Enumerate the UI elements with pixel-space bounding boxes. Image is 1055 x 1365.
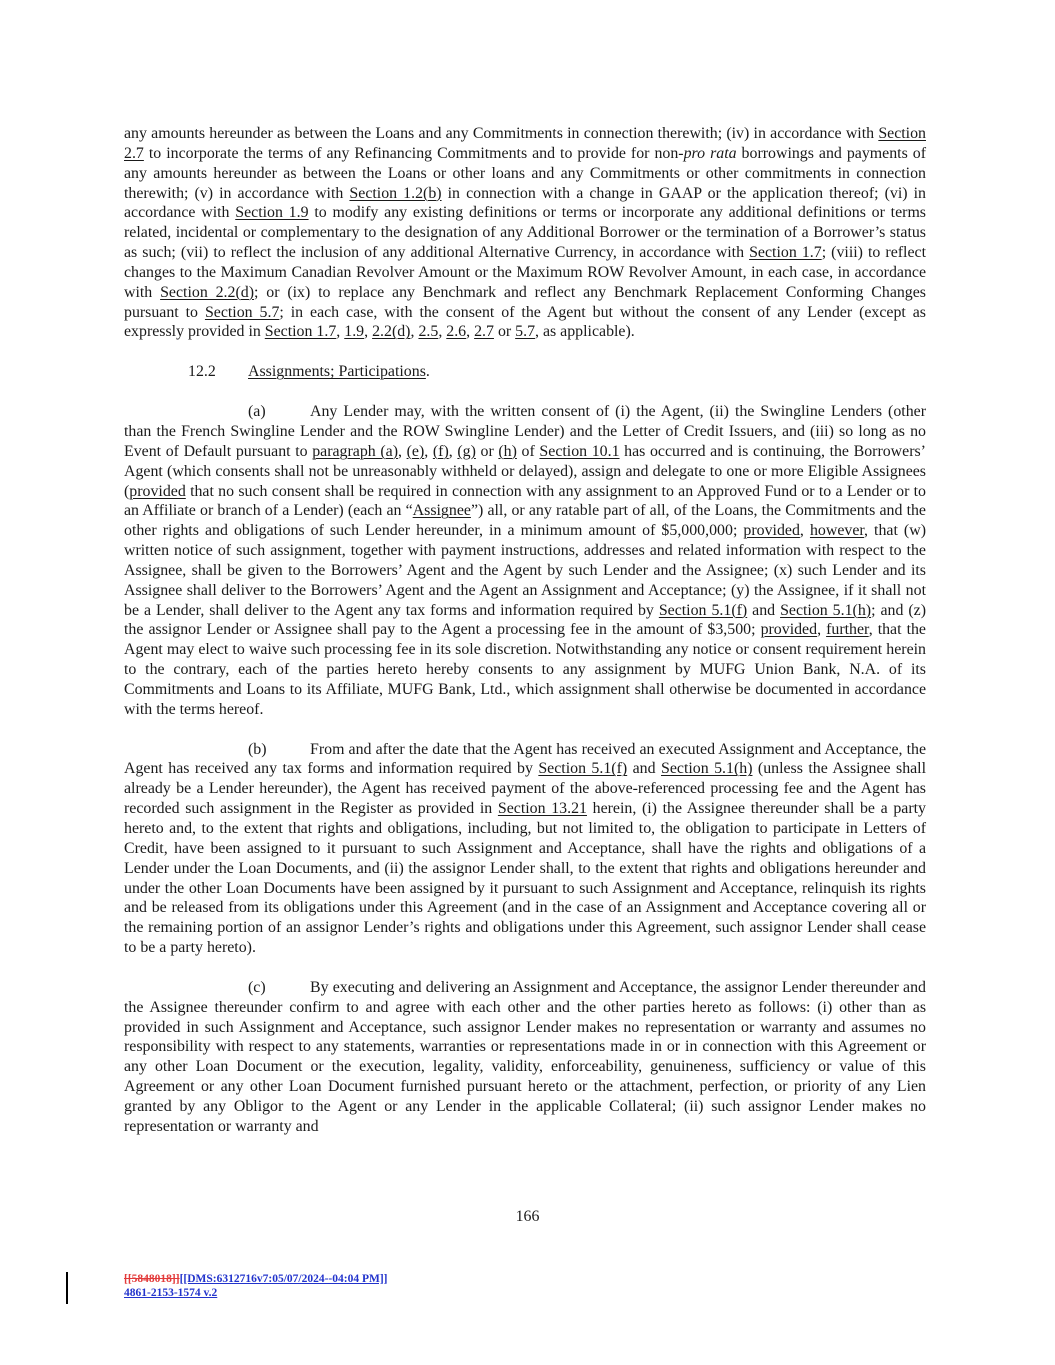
cross-reference-link[interactable]: Section 5.7: [204, 303, 280, 321]
cross-reference-link[interactable]: Section 1.7: [264, 323, 337, 341]
doc-number: 4861-2153-1574 v.2: [124, 1287, 218, 1299]
italic-term: pro rata: [683, 144, 737, 162]
paragraph-a: (a) Any Lender may, with the written consent of (i) the Agent, (ii) the Swingline Lenders (other than the French Swingline Lender and the ROW Swingline Lender) and the Letter of Credit Issuers, and (iii) so long as no Event of Default pursuant to paragraph (a), (e), (f), (g) or (h) of Section 10.1 has occurred and is continuing, the Borrowers’ Agent (which consents shall not be unreasonably withheld or delayed), assign and delegate to one or more Eligible Assignees (provided that no such consent shall be required in connection with any assignment to an Approved Fund or to a Lender or to an Affiliate or branch of a Lender) (each an “Assignee”) all, or any ratable part of all, of the Loans, the Commitments and the other rights and obligations of such Lender hereunder, in a minimum amount of $5,000,000; provided, however, that (w) written notice of such assignment, together with payment instructions, addresses and related information with respect to the Assignee, shall be given to the Borrowers’ Agent and the Agent by such Lender and the Assignee; (x) such Lender and its Assignee shall deliver to the Borrowers’ Agent and the Agent an Assignment and Acceptance; (y) the Assignee, if it shall not be a Lender, shall deliver to the Agent any tax forms and information required by Section 5.1(f) and Section 5.1(h); and (z) the assignor Lender or Assignee shall pay to the Agent a processing fee in the amount of $3,500; provided, further, that the Agent may elect to waive such processing fee in its sole discretion. Notwithstanding any notice or consent requirement herein to the contrary, each of the parties hereto hereby consents to any assignment by MUFG Union Bank, N.A. of its Commitments and Loans to its Affiliate, MUFG Bank, Ltd., which assignment shall otherwise be documented in accordance with the terms hereof.: [124, 403, 926, 718]
paragraph-b: (b) From and after the date that the Agent has received an executed Assignment and Acceptance, the Agent has received any tax forms and information required by Section 5.1(f) and Section 5.1(h) (unless the Assignee shall already be a Lender hereunder), the Agent has received payment of the above-referenced processing fee and the Agent has recorded such assignment in the Register as provided in Section 13.21 herein, (i) the Assignee thereunder shall be a party hereto and, to the extent that rights and obligations, including, but not limited to, the obligation to participate in Letters of Credit, have been assigned to it pursuant to such Assignment and Acceptance, shall have the rights and obligations of a Lender under the Loan Documents, and (ii) the assignor Lender shall, to the extent that rights and obligations hereunder and under the other Loan Documents have been assigned by it pursuant to such Assignment and Acceptance, relinquish its rights and be released from its obligations under this Agreement (and in the case of an Assignment and Acceptance covering all or the remaining portion of an assignor Lender’s rights and obligations under this Agreement, such assignor Lender shall cease to be a party hereto).: [124, 740, 927, 957]
document-page: [124, 124, 926, 1137]
cross-reference-link[interactable]: 1.9: [344, 323, 365, 341]
cross-reference-link[interactable]: (f): [432, 442, 449, 460]
cross-reference-link[interactable]: (h): [498, 442, 517, 460]
document-footer: [124, 1272, 388, 1300]
paragraph-label: (a): [248, 403, 266, 421]
cross-reference-link[interactable]: Section 13.21: [497, 800, 587, 818]
paragraph-amendments-continued: any amounts hereunder as between the Loans and any Commitments in connection therewith; (iv) in accordance with Section 2.7 to incorporate the terms of any Refinancing Commitments and to provide for non-pro rata borrowings and payments of any amounts hereunder as between the Loans or other loans and any Commitments or other commitments in connection therewith; (v) in accordance with Section 1.2(b) in connection with a change in GAAP or the application thereof; (vi) in accordance with Section 1.9 to modify any existing definitions or terms or incorporate any additional definitions or terms related, incidental or complementary to the designation of any Additional Borrower or the termination of a Borrower’s status as such; (vii) to reflect the inclusion of any additional Alternative Currency, in accordance with Section 1.7; (viii) to reflect changes to the Maximum Canadian Revolver Amount or the Maximum ROW Revolver Amount, in each case, in accordance with Section 2.2(d); or (ix) to replace any Benchmark and reflect any Benchmark Replacement Conforming Changes pursuant to Section 5.7; in each case, with the consent of the Agent but without the consent of any Lender (except as expressly provided in Section 1.7, 1.9, 2.2(d), 2.5, 2.6, 2.7 or 5.7, as applicable).: [124, 125, 926, 341]
underlined-term: provided: [129, 482, 186, 500]
cross-reference-link[interactable]: Section 2.2(d): [160, 283, 254, 301]
footer-id-line: [124, 1272, 388, 1286]
spacer: [124, 720, 926, 740]
cross-reference-link[interactable]: Section 5.1(f): [538, 760, 628, 778]
section-number: 12.2: [188, 363, 216, 381]
cross-reference-link[interactable]: 5.7: [515, 323, 536, 341]
paragraph-c: (c) By executing and delivering an Assignment and Acceptance, the assignor Lender thereunder and the Assignee thereunder confirm to and agree with each other and the other parties hereto as follows: (i) other than as provided in such Assignment and Acceptance, such assignor Lender makes no representation or warranty and assumes no responsibility with respect to any statements, warranties or representations made in or in connection with this Agreement or any other Loan Document or the execution, legality, validity, enforceability, genuineness, sufficiency or value of this Agreement or any other Loan Document furnished pursuant hereto or the attachment, perfection, or priority of any Lien granted by any Obligor to the Agent or any Lender in the applicable Collateral; (ii) such assignor Lender makes no representation or warranty and: [124, 978, 926, 1135]
cross-reference-link[interactable]: Section 5.1(h): [661, 760, 753, 778]
cross-reference-link[interactable]: (g): [457, 442, 476, 460]
change-bar: [66, 1272, 68, 1304]
paragraph-label: (c): [248, 978, 266, 996]
paragraph-label: (b): [248, 740, 267, 758]
underlined-term: provided: [760, 621, 818, 639]
cross-reference-link[interactable]: Section 1.7: [749, 244, 822, 262]
underlined-term: further: [826, 621, 869, 639]
cross-reference-link[interactable]: (e): [406, 442, 425, 460]
cross-reference-link[interactable]: Section 2.7: [124, 125, 926, 162]
page-number: 166: [515, 1208, 540, 1225]
cross-reference-link[interactable]: 2.5: [418, 323, 439, 341]
cross-reference-link[interactable]: Section 5.1(f): [658, 601, 748, 619]
cross-reference-link[interactable]: paragraph (a): [312, 442, 398, 460]
inserted-doc-id: [[DMS:6312716v7:05/07/2024--04:04 PM]]: [179, 1273, 388, 1285]
cross-reference-link[interactable]: Section 10.1: [539, 442, 620, 460]
spacer: [124, 382, 926, 402]
cross-reference-link[interactable]: Section 1.9: [235, 204, 309, 222]
spacer: [124, 958, 926, 978]
spacer: [124, 342, 926, 362]
cross-reference-link[interactable]: 2.6: [446, 323, 467, 341]
underlined-term: provided: [743, 522, 800, 540]
section-title: Assignments; Participations: [248, 363, 426, 381]
cross-reference-link[interactable]: Section 5.1(h): [780, 601, 872, 619]
cross-reference-link[interactable]: Section 1.2(b): [349, 184, 442, 202]
deleted-doc-id: [[5848018]]: [124, 1273, 180, 1285]
section-heading: 12.2 Assignments; Participations.: [188, 363, 430, 381]
cross-reference-link[interactable]: 2.2(d): [372, 323, 411, 341]
defined-term: Assignee: [412, 502, 471, 520]
cross-reference-link[interactable]: 2.7: [474, 323, 494, 341]
underlined-term: however: [809, 522, 865, 540]
